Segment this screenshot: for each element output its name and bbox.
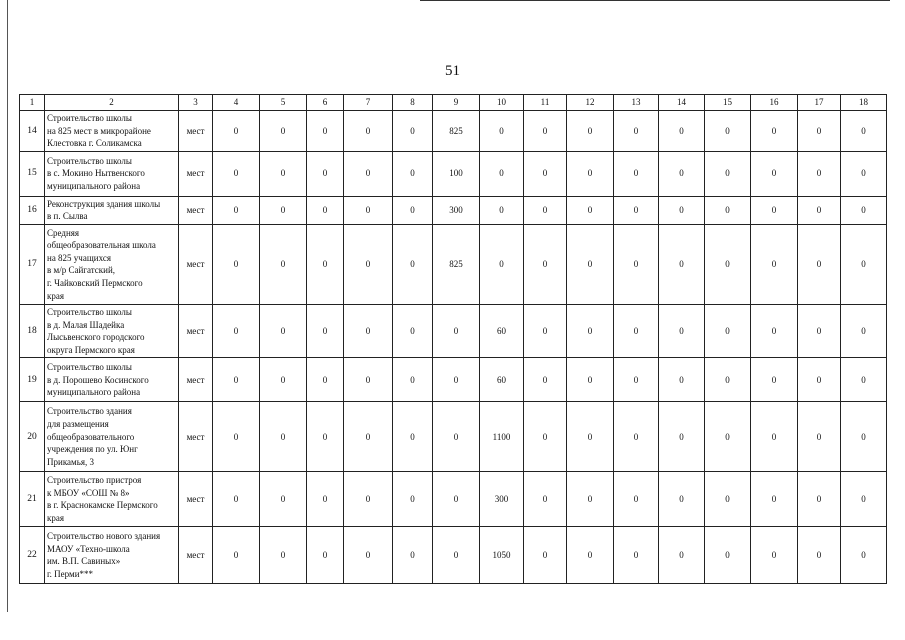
value-cell: 0 (213, 527, 260, 584)
value-cell: 0 (260, 224, 307, 304)
table-row (20, 224, 887, 304)
value-cell: 0 (567, 151, 614, 196)
value-cell: 0 (659, 402, 705, 472)
value-cell: 0 (344, 111, 393, 152)
column-header: 9 (433, 95, 480, 111)
value-cell: 0 (751, 472, 798, 527)
value-cell: 0 (705, 196, 751, 224)
header-row (20, 95, 887, 111)
value-cell: 0 (393, 527, 433, 584)
unit-cell: мест (179, 196, 213, 224)
value-cell: 0 (751, 304, 798, 357)
value-cell: 0 (841, 196, 887, 224)
table-row (20, 111, 887, 152)
value-cell: 0 (433, 527, 480, 584)
value-cell: 0 (344, 358, 393, 402)
value-cell: 0 (798, 111, 841, 152)
value-cell: 0 (567, 224, 614, 304)
value-cell: 0 (751, 111, 798, 152)
unit-cell: мест (179, 111, 213, 152)
value-cell: 0 (614, 224, 659, 304)
value-cell: 0 (841, 472, 887, 527)
value-cell: 0 (524, 358, 567, 402)
value-cell: 1100 (480, 402, 524, 472)
value-cell: 0 (260, 358, 307, 402)
project-name: Строительство здания для размещения общеобразовательного учреждения по ул. Юнг Прикамья, 3 (45, 402, 179, 472)
column-header: 16 (751, 95, 798, 111)
value-cell: 0 (798, 304, 841, 357)
table-body (20, 111, 887, 584)
value-cell: 0 (260, 402, 307, 472)
table-row (20, 196, 887, 224)
value-cell: 0 (393, 151, 433, 196)
value-cell: 0 (567, 472, 614, 527)
value-cell: 0 (751, 196, 798, 224)
page-number: 51 (445, 63, 460, 79)
unit-cell: мест (179, 304, 213, 357)
value-cell: 0 (524, 402, 567, 472)
value-cell: 0 (798, 472, 841, 527)
column-header: 1 (20, 95, 45, 111)
value-cell: 0 (260, 527, 307, 584)
value-cell: 300 (433, 196, 480, 224)
value-cell: 0 (344, 151, 393, 196)
unit-cell: мест (179, 402, 213, 472)
value-cell: 0 (841, 151, 887, 196)
value-cell: 0 (567, 358, 614, 402)
value-cell: 0 (213, 402, 260, 472)
value-cell: 0 (614, 111, 659, 152)
value-cell: 0 (751, 358, 798, 402)
value-cell: 0 (524, 527, 567, 584)
value-cell: 0 (524, 304, 567, 357)
value-cell: 0 (798, 151, 841, 196)
column-header: 8 (393, 95, 433, 111)
value-cell: 0 (524, 111, 567, 152)
table-row (20, 151, 887, 196)
column-header: 4 (213, 95, 260, 111)
value-cell: 0 (614, 402, 659, 472)
column-header: 12 (567, 95, 614, 111)
value-cell: 0 (260, 304, 307, 357)
value-cell: 0 (480, 151, 524, 196)
value-cell: 0 (433, 402, 480, 472)
unit-cell: мест (179, 358, 213, 402)
value-cell: 0 (659, 358, 705, 402)
value-cell: 0 (307, 111, 344, 152)
value-cell: 0 (567, 304, 614, 357)
value-cell: 0 (393, 111, 433, 152)
value-cell: 0 (659, 196, 705, 224)
row-number: 16 (20, 196, 45, 224)
top-rule (420, 0, 890, 1)
value-cell: 0 (659, 224, 705, 304)
value-cell: 0 (344, 196, 393, 224)
value-cell: 0 (798, 402, 841, 472)
value-cell: 0 (567, 111, 614, 152)
value-cell: 0 (393, 304, 433, 357)
value-cell: 0 (567, 402, 614, 472)
value-cell: 0 (433, 304, 480, 357)
value-cell: 0 (841, 304, 887, 357)
value-cell: 0 (705, 224, 751, 304)
value-cell: 0 (614, 472, 659, 527)
column-header: 11 (524, 95, 567, 111)
value-cell: 0 (344, 224, 393, 304)
column-header: 17 (798, 95, 841, 111)
table-row (20, 472, 887, 527)
column-header: 2 (45, 95, 179, 111)
value-cell: 0 (393, 402, 433, 472)
value-cell: 0 (260, 111, 307, 152)
column-header: 13 (614, 95, 659, 111)
unit-cell: мест (179, 527, 213, 584)
value-cell: 0 (798, 196, 841, 224)
value-cell: 0 (614, 196, 659, 224)
column-header: 10 (480, 95, 524, 111)
value-cell: 0 (841, 402, 887, 472)
row-number: 21 (20, 472, 45, 527)
value-cell: 0 (213, 304, 260, 357)
value-cell: 0 (524, 472, 567, 527)
value-cell: 0 (213, 472, 260, 527)
table-row (20, 358, 887, 402)
project-name: Реконструкция здания школы в п. Сылва (45, 196, 179, 224)
value-cell: 60 (480, 304, 524, 357)
value-cell: 0 (480, 111, 524, 152)
project-name: Строительство школы в д. Порошево Косинского муниципального района (45, 358, 179, 402)
row-number: 19 (20, 358, 45, 402)
value-cell: 0 (614, 358, 659, 402)
value-cell: 0 (393, 196, 433, 224)
column-header: 3 (179, 95, 213, 111)
column-header: 5 (260, 95, 307, 111)
value-cell: 0 (567, 196, 614, 224)
value-cell: 0 (705, 151, 751, 196)
value-cell: 0 (614, 304, 659, 357)
value-cell: 0 (841, 527, 887, 584)
value-cell: 0 (841, 111, 887, 152)
left-margin-rule (7, 0, 8, 612)
value-cell: 0 (213, 224, 260, 304)
value-cell: 0 (524, 196, 567, 224)
value-cell: 0 (213, 111, 260, 152)
value-cell: 0 (213, 358, 260, 402)
value-cell: 0 (524, 151, 567, 196)
project-name: Строительство нового здания МАОУ «Техно-школа им. В.П. Савиных» г. Перми*** (45, 527, 179, 584)
value-cell: 0 (433, 358, 480, 402)
value-cell: 0 (659, 151, 705, 196)
project-name: Средняя общеобразовательная школа на 825 учащихся в м/р Сайгатский, г. Чайковский Пермского края (45, 224, 179, 304)
value-cell: 0 (307, 527, 344, 584)
row-number: 18 (20, 304, 45, 357)
value-cell: 825 (433, 111, 480, 152)
value-cell: 0 (705, 527, 751, 584)
value-cell: 0 (798, 358, 841, 402)
column-header: 14 (659, 95, 705, 111)
row-number: 20 (20, 402, 45, 472)
value-cell: 0 (213, 196, 260, 224)
row-number: 17 (20, 224, 45, 304)
value-cell: 0 (751, 224, 798, 304)
value-cell: 0 (705, 111, 751, 152)
table-row (20, 402, 887, 472)
value-cell: 0 (524, 224, 567, 304)
project-name: Строительство школы на 825 мест в микрорайоне Клестовка г. Соликамска (45, 111, 179, 152)
value-cell: 0 (751, 527, 798, 584)
unit-cell: мест (179, 472, 213, 527)
value-cell: 0 (344, 527, 393, 584)
table-row (20, 304, 887, 357)
value-cell: 0 (307, 304, 344, 357)
value-cell: 0 (705, 402, 751, 472)
value-cell: 300 (480, 472, 524, 527)
column-header: 15 (705, 95, 751, 111)
project-name: Строительство пристроя к МБОУ «СОШ № 8» в г. Краснокамске Пермского края (45, 472, 179, 527)
value-cell: 825 (433, 224, 480, 304)
table-row (20, 527, 887, 584)
value-cell: 0 (307, 196, 344, 224)
value-cell: 0 (307, 472, 344, 527)
value-cell: 0 (260, 151, 307, 196)
row-number: 22 (20, 527, 45, 584)
value-cell: 0 (344, 304, 393, 357)
value-cell: 0 (659, 472, 705, 527)
value-cell: 0 (614, 527, 659, 584)
value-cell: 100 (433, 151, 480, 196)
value-cell: 0 (393, 472, 433, 527)
value-cell: 0 (614, 151, 659, 196)
column-header: 7 (344, 95, 393, 111)
value-cell: 0 (659, 527, 705, 584)
value-cell: 0 (307, 358, 344, 402)
row-number: 14 (20, 111, 45, 152)
value-cell: 0 (307, 151, 344, 196)
value-cell: 0 (213, 151, 260, 196)
value-cell: 0 (480, 196, 524, 224)
value-cell: 0 (393, 224, 433, 304)
project-name: Строительство школы в д. Малая Шадейка Лысьвенского городского округа Пермского края (45, 304, 179, 357)
value-cell: 0 (393, 358, 433, 402)
column-header: 6 (307, 95, 344, 111)
value-cell: 0 (705, 304, 751, 357)
value-cell: 0 (798, 527, 841, 584)
value-cell: 0 (307, 224, 344, 304)
value-cell: 0 (260, 196, 307, 224)
value-cell: 0 (659, 111, 705, 152)
value-cell: 0 (344, 402, 393, 472)
value-cell: 0 (841, 224, 887, 304)
value-cell: 0 (567, 527, 614, 584)
value-cell: 0 (659, 304, 705, 357)
data-table (19, 94, 887, 584)
value-cell: 60 (480, 358, 524, 402)
table-header (20, 95, 887, 111)
unit-cell: мест (179, 224, 213, 304)
project-name: Строительство школы в с. Мокино Нытвенского муниципального района (45, 151, 179, 196)
unit-cell: мест (179, 151, 213, 196)
value-cell: 0 (480, 224, 524, 304)
value-cell: 0 (841, 358, 887, 402)
value-cell: 0 (705, 472, 751, 527)
row-number: 15 (20, 151, 45, 196)
value-cell: 0 (433, 472, 480, 527)
value-cell: 1050 (480, 527, 524, 584)
column-header: 18 (841, 95, 887, 111)
value-cell: 0 (751, 402, 798, 472)
value-cell: 0 (344, 472, 393, 527)
value-cell: 0 (260, 472, 307, 527)
value-cell: 0 (705, 358, 751, 402)
value-cell: 0 (307, 402, 344, 472)
value-cell: 0 (751, 151, 798, 196)
value-cell: 0 (798, 224, 841, 304)
